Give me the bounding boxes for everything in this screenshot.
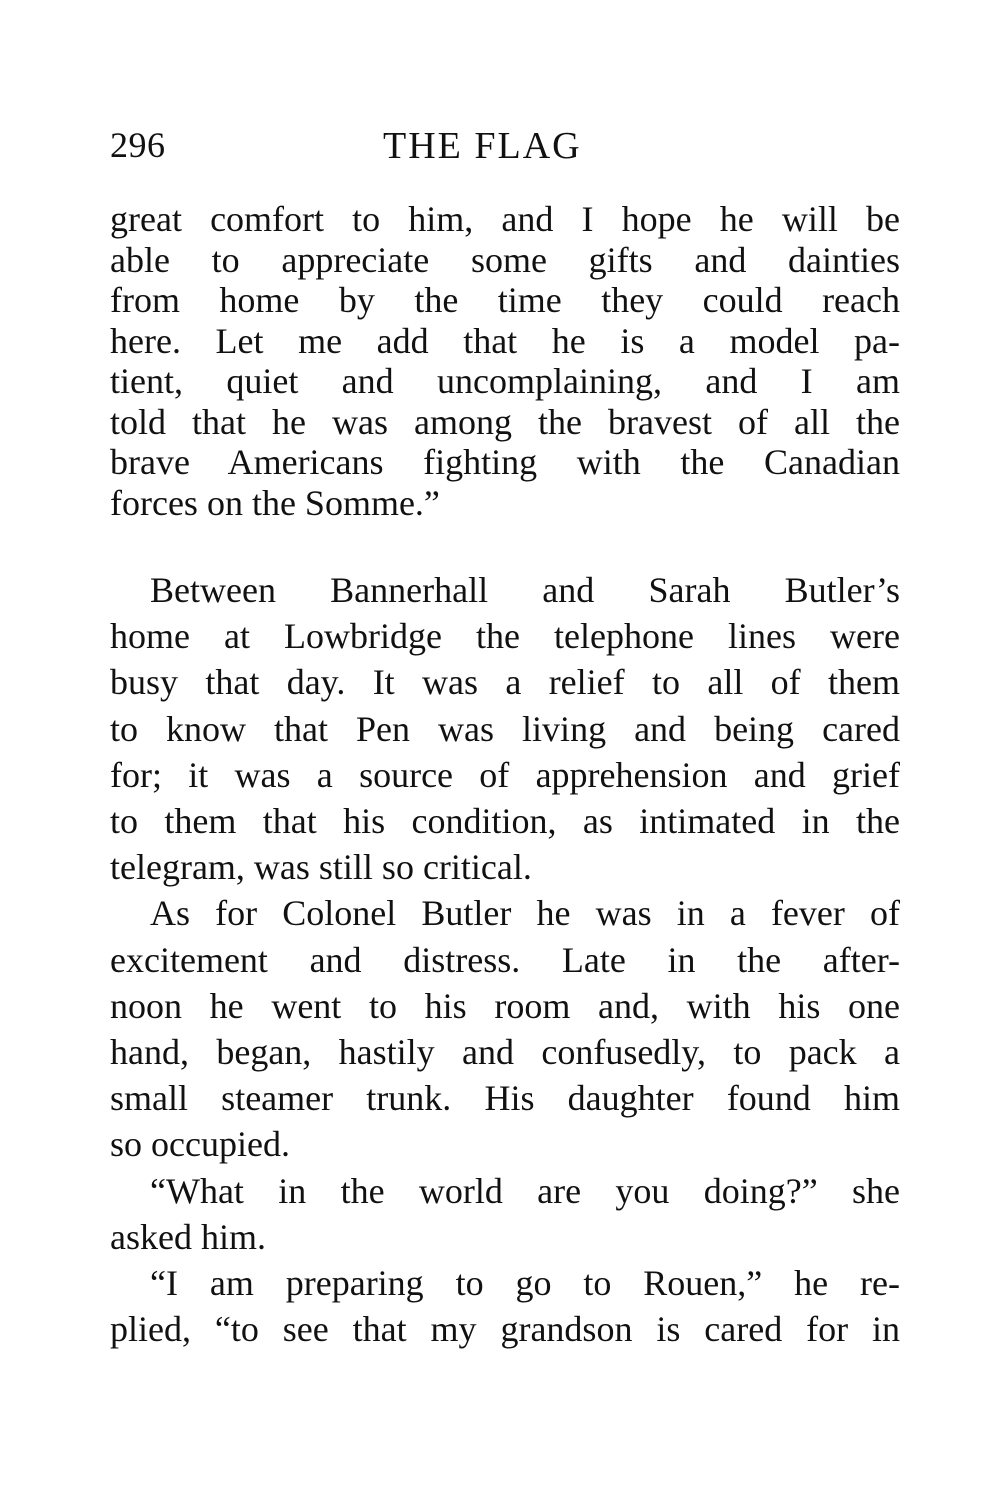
text-line: home at Lowbridge the telephone lines were xyxy=(110,616,900,657)
text-line: from home by the time they could reach xyxy=(110,280,900,320)
text-line: asked him. xyxy=(110,1216,266,1257)
running-title: THE FLAG xyxy=(383,125,582,167)
text-line: busy that day. It was a relief to all of them xyxy=(110,662,900,703)
letter-quote-paragraph xyxy=(110,199,900,523)
text-line: brave Americans fighting with the Canadian xyxy=(110,442,900,482)
text-line: here. Let me add that he is a model pa- xyxy=(110,320,900,361)
text-line: telegram, was still so critical. xyxy=(110,847,532,888)
text-line: small steamer trunk. His daughter found him xyxy=(110,1078,900,1119)
text-line: to know that Pen was living and being cared xyxy=(110,708,900,749)
text-line: able to appreciate some gifts and dainties xyxy=(110,239,900,280)
page-number: 296 xyxy=(110,125,166,165)
text-line: for; it was a source of apprehension and grief xyxy=(110,754,900,795)
page-header xyxy=(110,124,900,174)
text-line: tient, quiet and uncomplaining, and I am xyxy=(110,361,900,401)
paragraph-first-line: “I am preparing to go to Rouen,” he re- xyxy=(150,1263,900,1304)
text-line: forces on the Somme.” xyxy=(110,482,440,523)
text-line: hand, began, hastily and confusedly, to pack a xyxy=(110,1032,900,1073)
body-text xyxy=(110,567,900,1352)
paragraph-first-line: “What in the world are you doing?” she xyxy=(150,1170,900,1211)
paragraph-first-line: Between Bannerhall and Sarah Butler’s xyxy=(150,570,900,610)
text-line: plied, “to see that my grandson is cared for in xyxy=(110,1309,900,1350)
text-line: so occupied. xyxy=(110,1124,290,1165)
text-line: to them that his condition, as intimated in the xyxy=(110,801,900,842)
text-line: noon he went to his room and, with his one xyxy=(110,985,900,1026)
paragraph-first-line: As for Colonel Butler he was in a fever of xyxy=(150,893,900,934)
text-line: excitement and distress. Late in the after- xyxy=(110,939,900,980)
text-line: told that he was among the bravest of all the xyxy=(110,401,900,442)
text-line: great comfort to him, and I hope he will be xyxy=(110,199,900,239)
